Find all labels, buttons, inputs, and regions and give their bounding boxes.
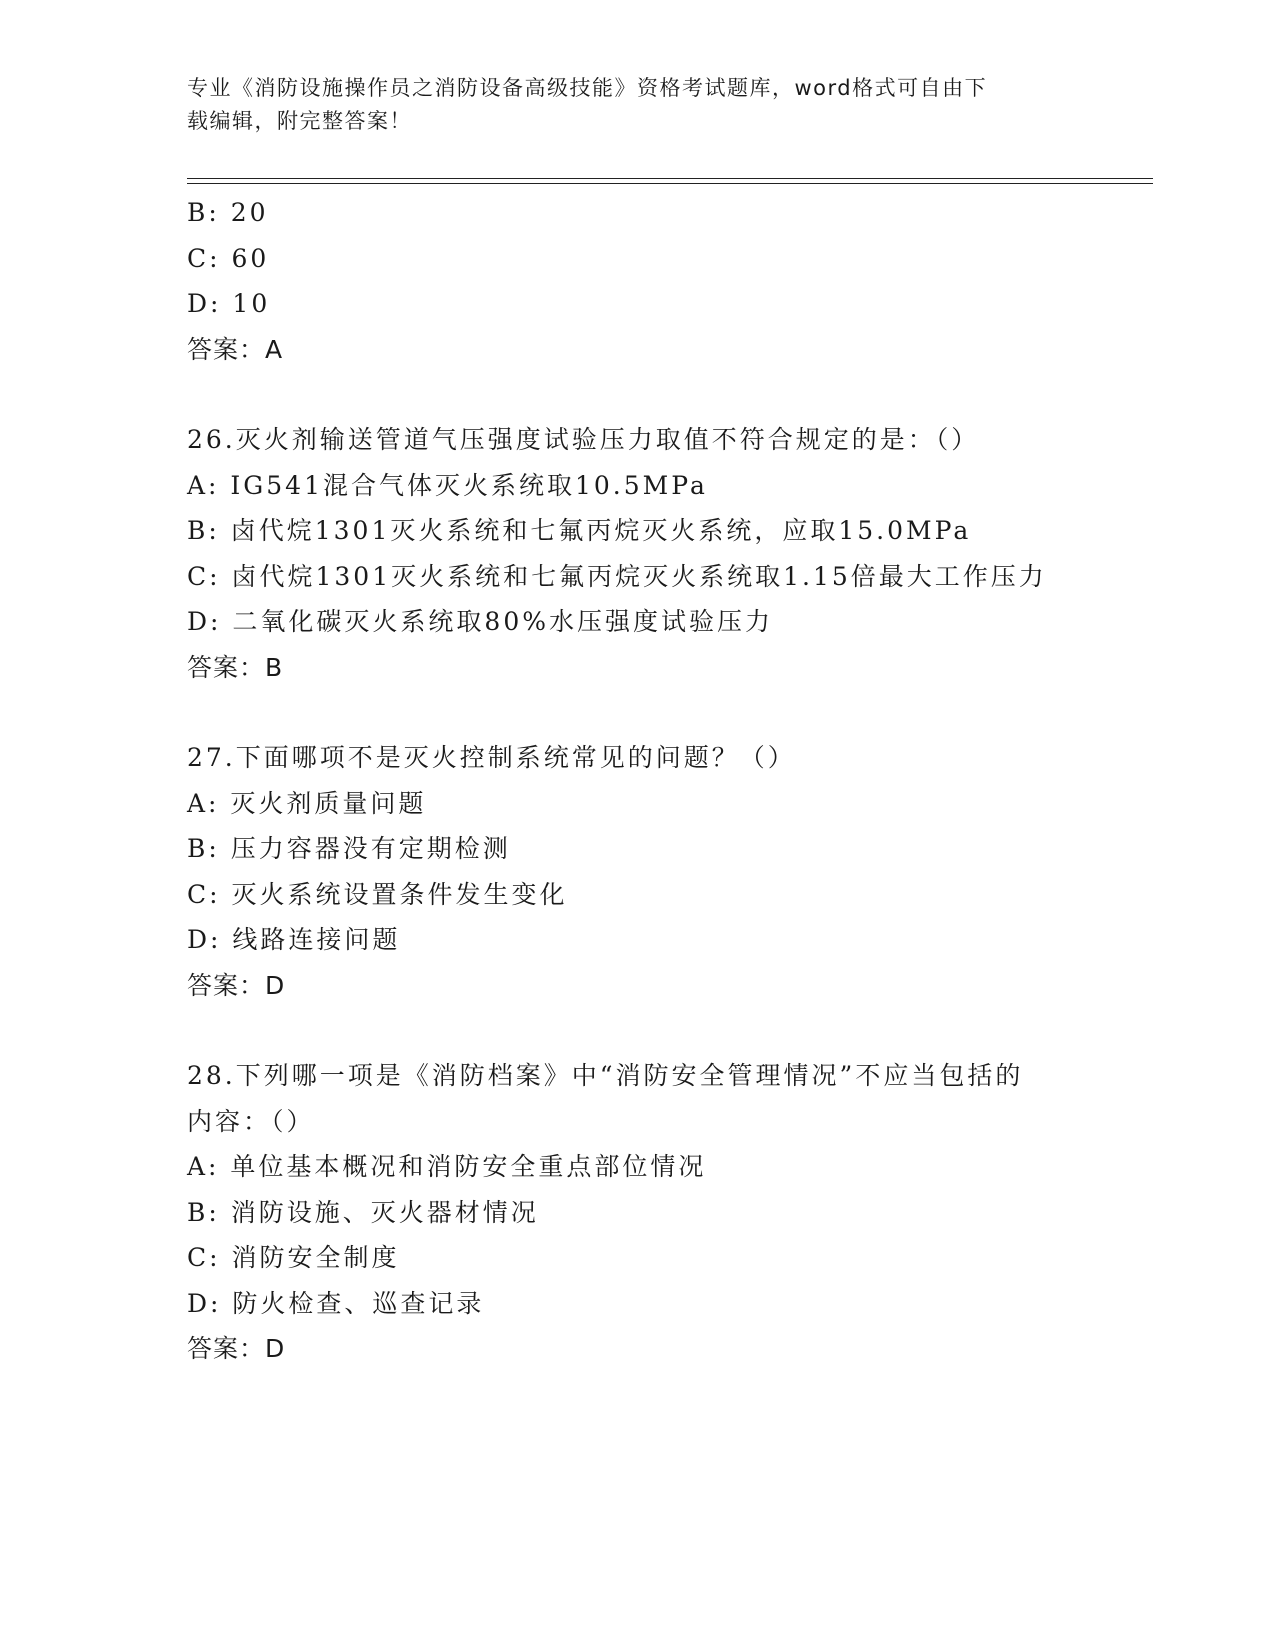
answer-line: 答案：D <box>187 1334 286 1363</box>
spacer <box>187 1008 1087 1053</box>
option-c: C: 消防安全制度 <box>187 1243 400 1272</box>
option-b: B: 压力容器没有定期检测 <box>187 834 511 863</box>
option-d: D: 线路连接问题 <box>187 925 401 954</box>
document-header <box>187 72 1067 138</box>
option-b: B: 消防设施、灭火器材情况 <box>187 1197 539 1227</box>
question-stem: 28.下列哪一项是《消防档案》中“消防安全管理情况”不应当包括的 <box>187 1061 1024 1090</box>
option-b: B: 20 <box>187 198 269 227</box>
header-divider-bottom <box>187 183 1153 184</box>
option-c: C: 卤代烷1301灭火系统和七氟丙烷灭火系统取1.15倍最大工作压力 <box>187 561 1047 591</box>
header-divider-top <box>187 178 1153 179</box>
answer-line: 答案：A <box>187 334 284 364</box>
question-block-28 <box>187 1053 1087 1372</box>
question-stem-continued: 内容：（） <box>187 1106 315 1136</box>
question-stem: 26.灭火剂输送管道气压强度试验压力取值不符合规定的是：（） <box>187 425 980 454</box>
header-line-1: 专业《消防设施操作员之消防设备高级技能》资格考试题库，word格式可自由下 <box>187 76 988 100</box>
question-stem: 27.下面哪项不是灭火控制系统常见的问题？（） <box>187 743 796 772</box>
question-block-26 <box>187 417 1087 690</box>
answer-line: 答案：B <box>187 652 284 682</box>
option-c: C: 灭火系统设置条件发生变化 <box>187 879 568 909</box>
question-block-27 <box>187 735 1087 1008</box>
option-a: A: 单位基本概况和消防安全重点部位情况 <box>187 1152 707 1181</box>
answer-line: 答案：D <box>187 970 286 1000</box>
option-b: B: 卤代烷1301灭火系统和七氟丙烷灭火系统，应取15.0MPa <box>187 516 972 545</box>
option-d: D: 防火检查、巡查记录 <box>187 1288 485 1318</box>
option-a: A: 灭火剂质量问题 <box>187 788 427 818</box>
spacer <box>187 690 1087 735</box>
option-a: A: IG541混合气体灭火系统取10.5MPa <box>187 470 708 500</box>
previous-question-block <box>187 190 1087 372</box>
header-line-2: 载编辑，附完整答案！ <box>187 109 412 133</box>
spacer <box>187 372 1087 417</box>
option-d: D: 二氧化碳灭火系统取80%水压强度试验压力 <box>187 607 773 636</box>
question-content <box>187 190 1087 1372</box>
option-c: C: 60 <box>187 243 270 273</box>
option-d: D: 10 <box>187 289 271 318</box>
